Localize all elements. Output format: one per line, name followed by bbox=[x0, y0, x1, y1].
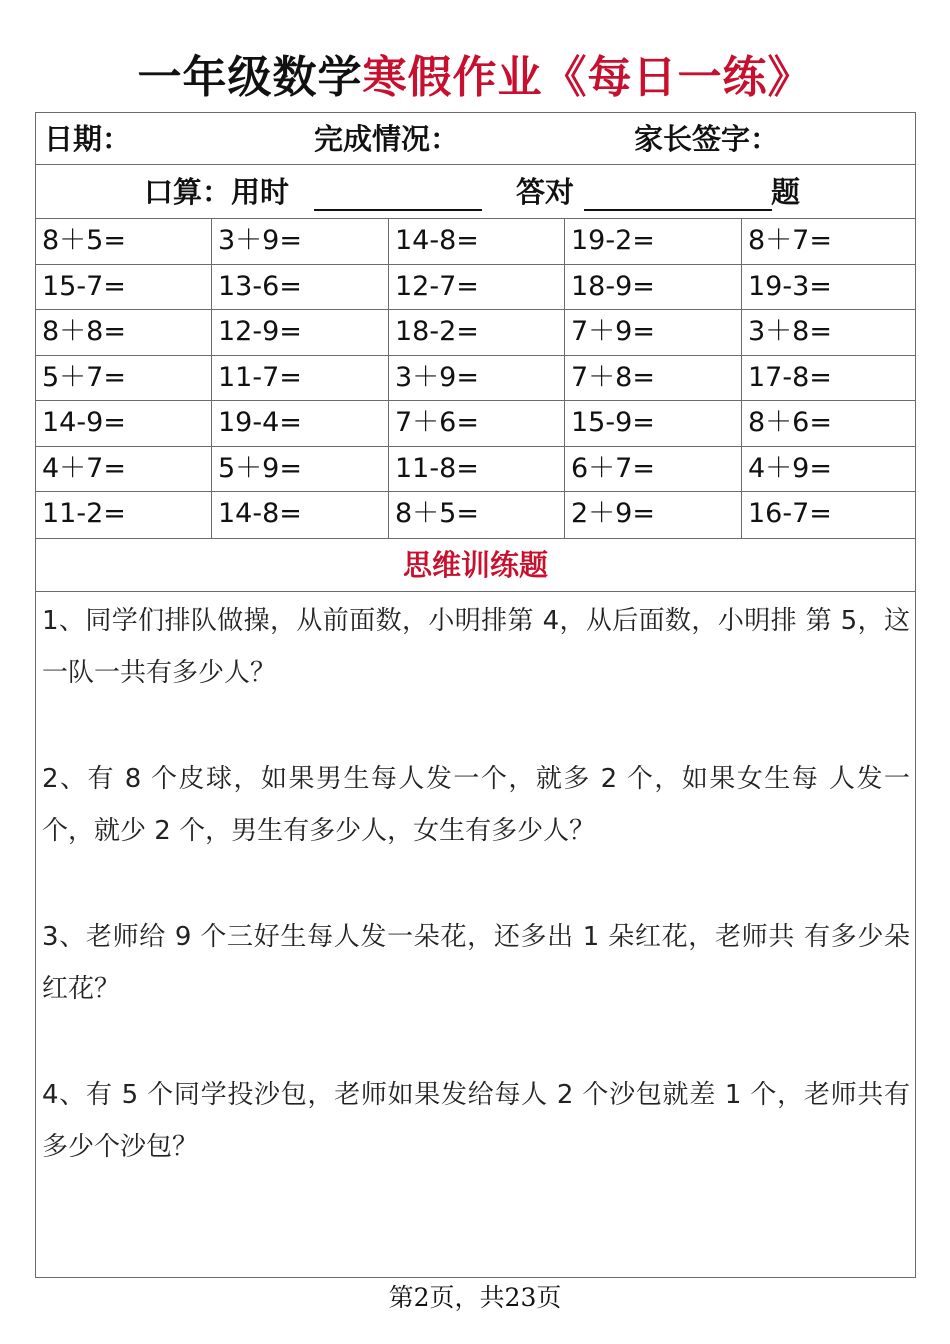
arithmetic-cell: 19-4= bbox=[212, 401, 389, 447]
word-problem-1: 1、同学们排队做操，从前面数，小明排第 4，从后面数，小明排 第 5，这一队一共有多少人？ bbox=[42, 606, 910, 688]
arithmetic-cell: 3＋9= bbox=[389, 356, 565, 402]
arithmetic-cell: 3＋9= bbox=[212, 219, 389, 265]
word-problem-3: 3、老师给 9 个三好生每人发一朵花，还多出 1 朵红花，老师共 有多少朵红花？ bbox=[42, 922, 910, 1004]
correct-count-label: 答对 bbox=[516, 175, 575, 209]
arithmetic-cell: 8＋8= bbox=[36, 310, 212, 356]
title-grade: 一年级数学 bbox=[137, 52, 363, 103]
arithmetic-cell: 14-8= bbox=[389, 219, 565, 265]
title-homework: 寒假作业《每日一练》 bbox=[362, 52, 813, 103]
word-problem-4: 4、有 5 个同学投沙包，老师如果发给每人 2 个沙包就差 1 个，老师共有多少个沙包？ bbox=[42, 1080, 910, 1162]
arithmetic-cell: 16-7= bbox=[748, 498, 832, 530]
arithmetic-cell: 11-2= bbox=[36, 492, 212, 538]
arithmetic-cell: 14-9= bbox=[36, 401, 212, 447]
arithmetic-cell: 5＋9= bbox=[212, 447, 389, 493]
arithmetic-cell: 7＋8= bbox=[565, 356, 742, 402]
parent-signature-label: 家长签字： bbox=[634, 122, 780, 156]
arithmetic-cell: 8＋5= bbox=[389, 492, 565, 538]
worksheet bbox=[35, 112, 916, 1278]
correct-blank-line[interactable] bbox=[584, 209, 772, 211]
oral-time-label: 口算：用时 bbox=[144, 175, 290, 209]
arithmetic-cell: 8＋6= bbox=[742, 401, 915, 447]
arithmetic-cell: 4＋9= bbox=[742, 447, 915, 493]
oral-arithmetic-row bbox=[36, 165, 915, 219]
arithmetic-cell: 11-7= bbox=[212, 356, 389, 402]
arithmetic-cell: 19-2= bbox=[565, 219, 742, 265]
completion-status-label: 完成情况： bbox=[314, 122, 460, 156]
info-row bbox=[36, 113, 915, 165]
arithmetic-cell: 15-9= bbox=[565, 401, 742, 447]
time-blank-line[interactable] bbox=[314, 209, 482, 211]
thinking-section-title: 思维训练题 bbox=[36, 539, 915, 592]
arithmetic-cell: 8＋5= bbox=[36, 219, 212, 265]
arithmetic-cell: 2＋9= bbox=[565, 492, 742, 538]
arithmetic-cell: 12-9= bbox=[212, 310, 389, 356]
arithmetic-cell: 18-9= bbox=[565, 265, 742, 311]
arithmetic-grid bbox=[36, 219, 915, 539]
arithmetic-cell: 18-2= bbox=[389, 310, 565, 356]
arithmetic-cell: 14-8= bbox=[212, 492, 389, 538]
arithmetic-cell: 17-8= bbox=[742, 356, 915, 402]
arithmetic-cell: 8＋7= bbox=[742, 219, 915, 265]
arithmetic-cell: 4＋7= bbox=[36, 447, 212, 493]
question-unit-label: 题 bbox=[771, 175, 801, 209]
arithmetic-cell: 12-7= bbox=[389, 265, 565, 311]
date-label: 日期： bbox=[44, 122, 132, 156]
arithmetic-cell: 15-7= bbox=[36, 265, 212, 311]
arithmetic-cell: 11-8= bbox=[389, 447, 565, 493]
arithmetic-cell: 7＋9= bbox=[565, 310, 742, 356]
page-footer: 第2页，共23页 bbox=[388, 1283, 562, 1312]
arithmetic-cell: 13-6= bbox=[212, 265, 389, 311]
arithmetic-cell: 5＋7= bbox=[36, 356, 212, 402]
arithmetic-cell: 19-3= bbox=[742, 265, 915, 311]
page-title bbox=[0, 46, 950, 110]
arithmetic-cell: 3＋8= bbox=[742, 310, 915, 356]
arithmetic-cell: 6＋7= bbox=[565, 447, 742, 493]
arithmetic-cell: 7＋6= bbox=[389, 401, 565, 447]
word-problem-2: 2、有 8 个皮球，如果男生每人发一个，就多 2 个，如果女生每 人发一个，就少 2 个，男生有多少人，女生有多少人？ bbox=[42, 764, 910, 846]
